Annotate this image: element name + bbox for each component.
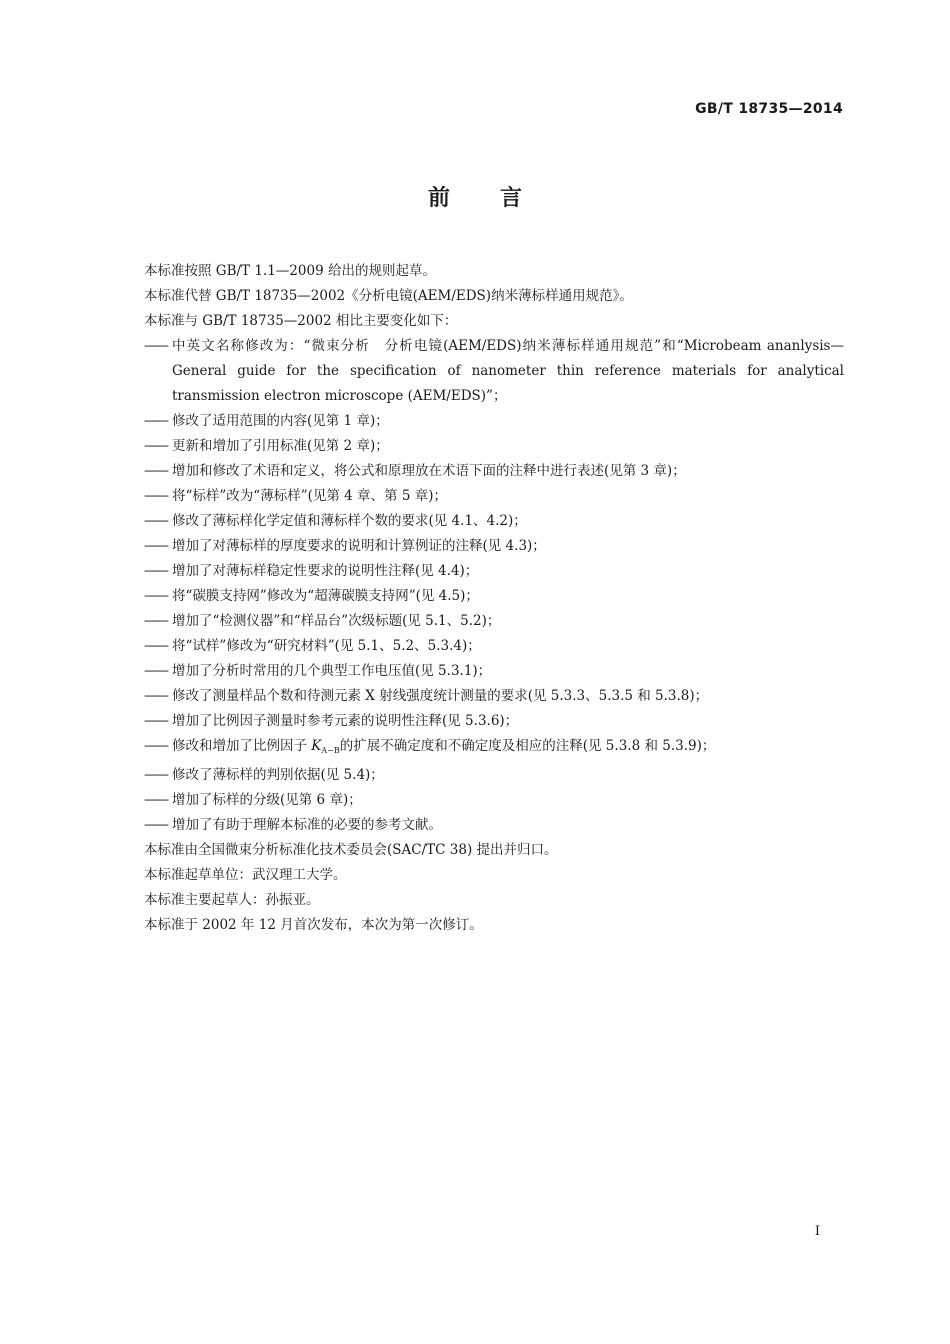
dash-marker: —— xyxy=(144,792,167,808)
change-text: 增加了比例因子测量时参考元素的说明性注释(见 5.3.6)； xyxy=(172,713,519,729)
kfactor-symbol: K xyxy=(311,738,322,754)
change-item xyxy=(144,484,844,509)
dash-marker: —— xyxy=(144,513,167,529)
dash-marker: —— xyxy=(144,663,167,679)
change-text: 中英文名称修改为：“微束分析 分析电镜(AEM/EDS)纳米薄标样通用规范”和“Microbeam ananlysis—General guide for the specification of nanometer thin reference materials for analytical transmission electron microscope (AEM/EDS)”； xyxy=(172,338,844,404)
dash-marker: —— xyxy=(144,613,167,629)
change-item xyxy=(144,609,844,634)
change-item xyxy=(144,559,844,584)
foreword-body xyxy=(144,259,844,938)
dash-marker: —— xyxy=(144,638,167,654)
change-text: 修改了薄标样的判别依据(见 5.4)； xyxy=(172,767,384,783)
change-text: 修改了薄标样化学定值和薄标样个数的要求(见 4.1、4.2)； xyxy=(172,513,527,529)
dash-marker: —— xyxy=(144,713,167,729)
page-number: I xyxy=(814,1224,820,1239)
dash-marker: —— xyxy=(144,688,167,704)
dash-marker: —— xyxy=(144,817,167,833)
change-text: 将“试样”修改为“研究材料”(见 5.1、5.2、5.3.4)； xyxy=(172,638,481,654)
page-title: 前言 xyxy=(427,186,572,211)
standard-code: GB/T 18735—2014 xyxy=(695,101,843,117)
change-item xyxy=(144,434,844,459)
change-item xyxy=(144,584,844,609)
change-item xyxy=(144,409,844,434)
dash-marker: —— xyxy=(144,563,167,579)
change-text xyxy=(172,734,844,763)
change-text: 增加了对薄标样稳定性要求的说明性注释(见 4.4)； xyxy=(172,563,479,579)
change-text: 增加了有助于理解本标准的必要的参考文献。 xyxy=(172,817,442,833)
change-item xyxy=(144,334,844,409)
change-text: 将“碳膜支持网”修改为“超薄碳膜支持网”(见 4.5)； xyxy=(172,588,479,604)
change-text: 增加了“检测仪器”和“样品台”次级标题(见 5.1、5.2)； xyxy=(172,613,501,629)
dash-marker: —— xyxy=(144,488,167,504)
dash-marker: —— xyxy=(144,588,167,604)
paragraph: 本标准与 GB/T 18735—2002 相比主要变化如下： xyxy=(144,313,458,329)
paragraph: 本标准于 2002 年 12 月首次发布，本次为第一次修订。 xyxy=(144,917,483,933)
paragraph: 本标准起草单位：武汉理工大学。 xyxy=(144,867,347,883)
kfactor-text-before: 修改和增加了比例因子 xyxy=(172,738,312,754)
change-text: 增加了分析时常用的几个典型工作电压值(见 5.3.1)； xyxy=(172,663,492,679)
dash-marker: —— xyxy=(144,738,167,754)
change-item xyxy=(144,763,844,788)
dash-marker: —— xyxy=(144,538,167,554)
change-text: 增加和修改了术语和定义，将公式和原理放在术语下面的注释中进行表述(见第 3 章)； xyxy=(172,463,686,479)
kfactor-text-after: 的扩展不确定度和不确定度及相应的注释(见 5.3.8 和 5.3.9)； xyxy=(339,738,716,754)
change-text: 更新和增加了引用标准(见第 2 章)； xyxy=(172,438,389,454)
change-item xyxy=(144,684,844,709)
dash-marker: —— xyxy=(144,767,167,783)
change-text: 增加了对薄标样的厚度要求的说明和计算例证的注释(见 4.3)； xyxy=(172,538,546,554)
paragraph: 本标准按照 GB/T 1.1—2009 给出的规则起草。 xyxy=(144,263,436,279)
change-item-kfactor xyxy=(144,734,844,763)
change-item xyxy=(144,659,844,684)
dash-marker: —— xyxy=(144,463,167,479)
kfactor-subscript: A−B xyxy=(321,746,340,755)
change-item xyxy=(144,709,844,734)
paragraph: 本标准主要起草人：孙振亚。 xyxy=(144,892,320,908)
change-item xyxy=(144,813,844,838)
change-item xyxy=(144,788,844,813)
dash-marker: —— xyxy=(144,413,167,429)
dash-marker: —— xyxy=(144,438,167,454)
change-item xyxy=(144,509,844,534)
change-item xyxy=(144,634,844,659)
change-item xyxy=(144,459,844,484)
change-text: 将“标样”改为“薄标样”(见第 4 章、第 5 章)； xyxy=(172,488,447,504)
change-text: 修改了适用范围的内容(见第 1 章)； xyxy=(172,413,389,429)
change-item xyxy=(144,534,844,559)
change-text: 增加了标样的分级(见第 6 章)； xyxy=(172,792,362,808)
paragraph: 本标准由全国微束分析标准化技术委员会(SAC/TC 38) 提出并归口。 xyxy=(144,842,558,858)
paragraph: 本标准代替 GB/T 18735—2002《分析电镜(AEM/EDS)纳米薄标样通用规范》。 xyxy=(144,288,633,304)
change-text: 修改了测量样品个数和待测元素 X 射线强度统计测量的要求(见 5.3.3、5.3.5 和 5.3.8)； xyxy=(172,688,709,704)
dash-marker: —— xyxy=(144,338,167,354)
